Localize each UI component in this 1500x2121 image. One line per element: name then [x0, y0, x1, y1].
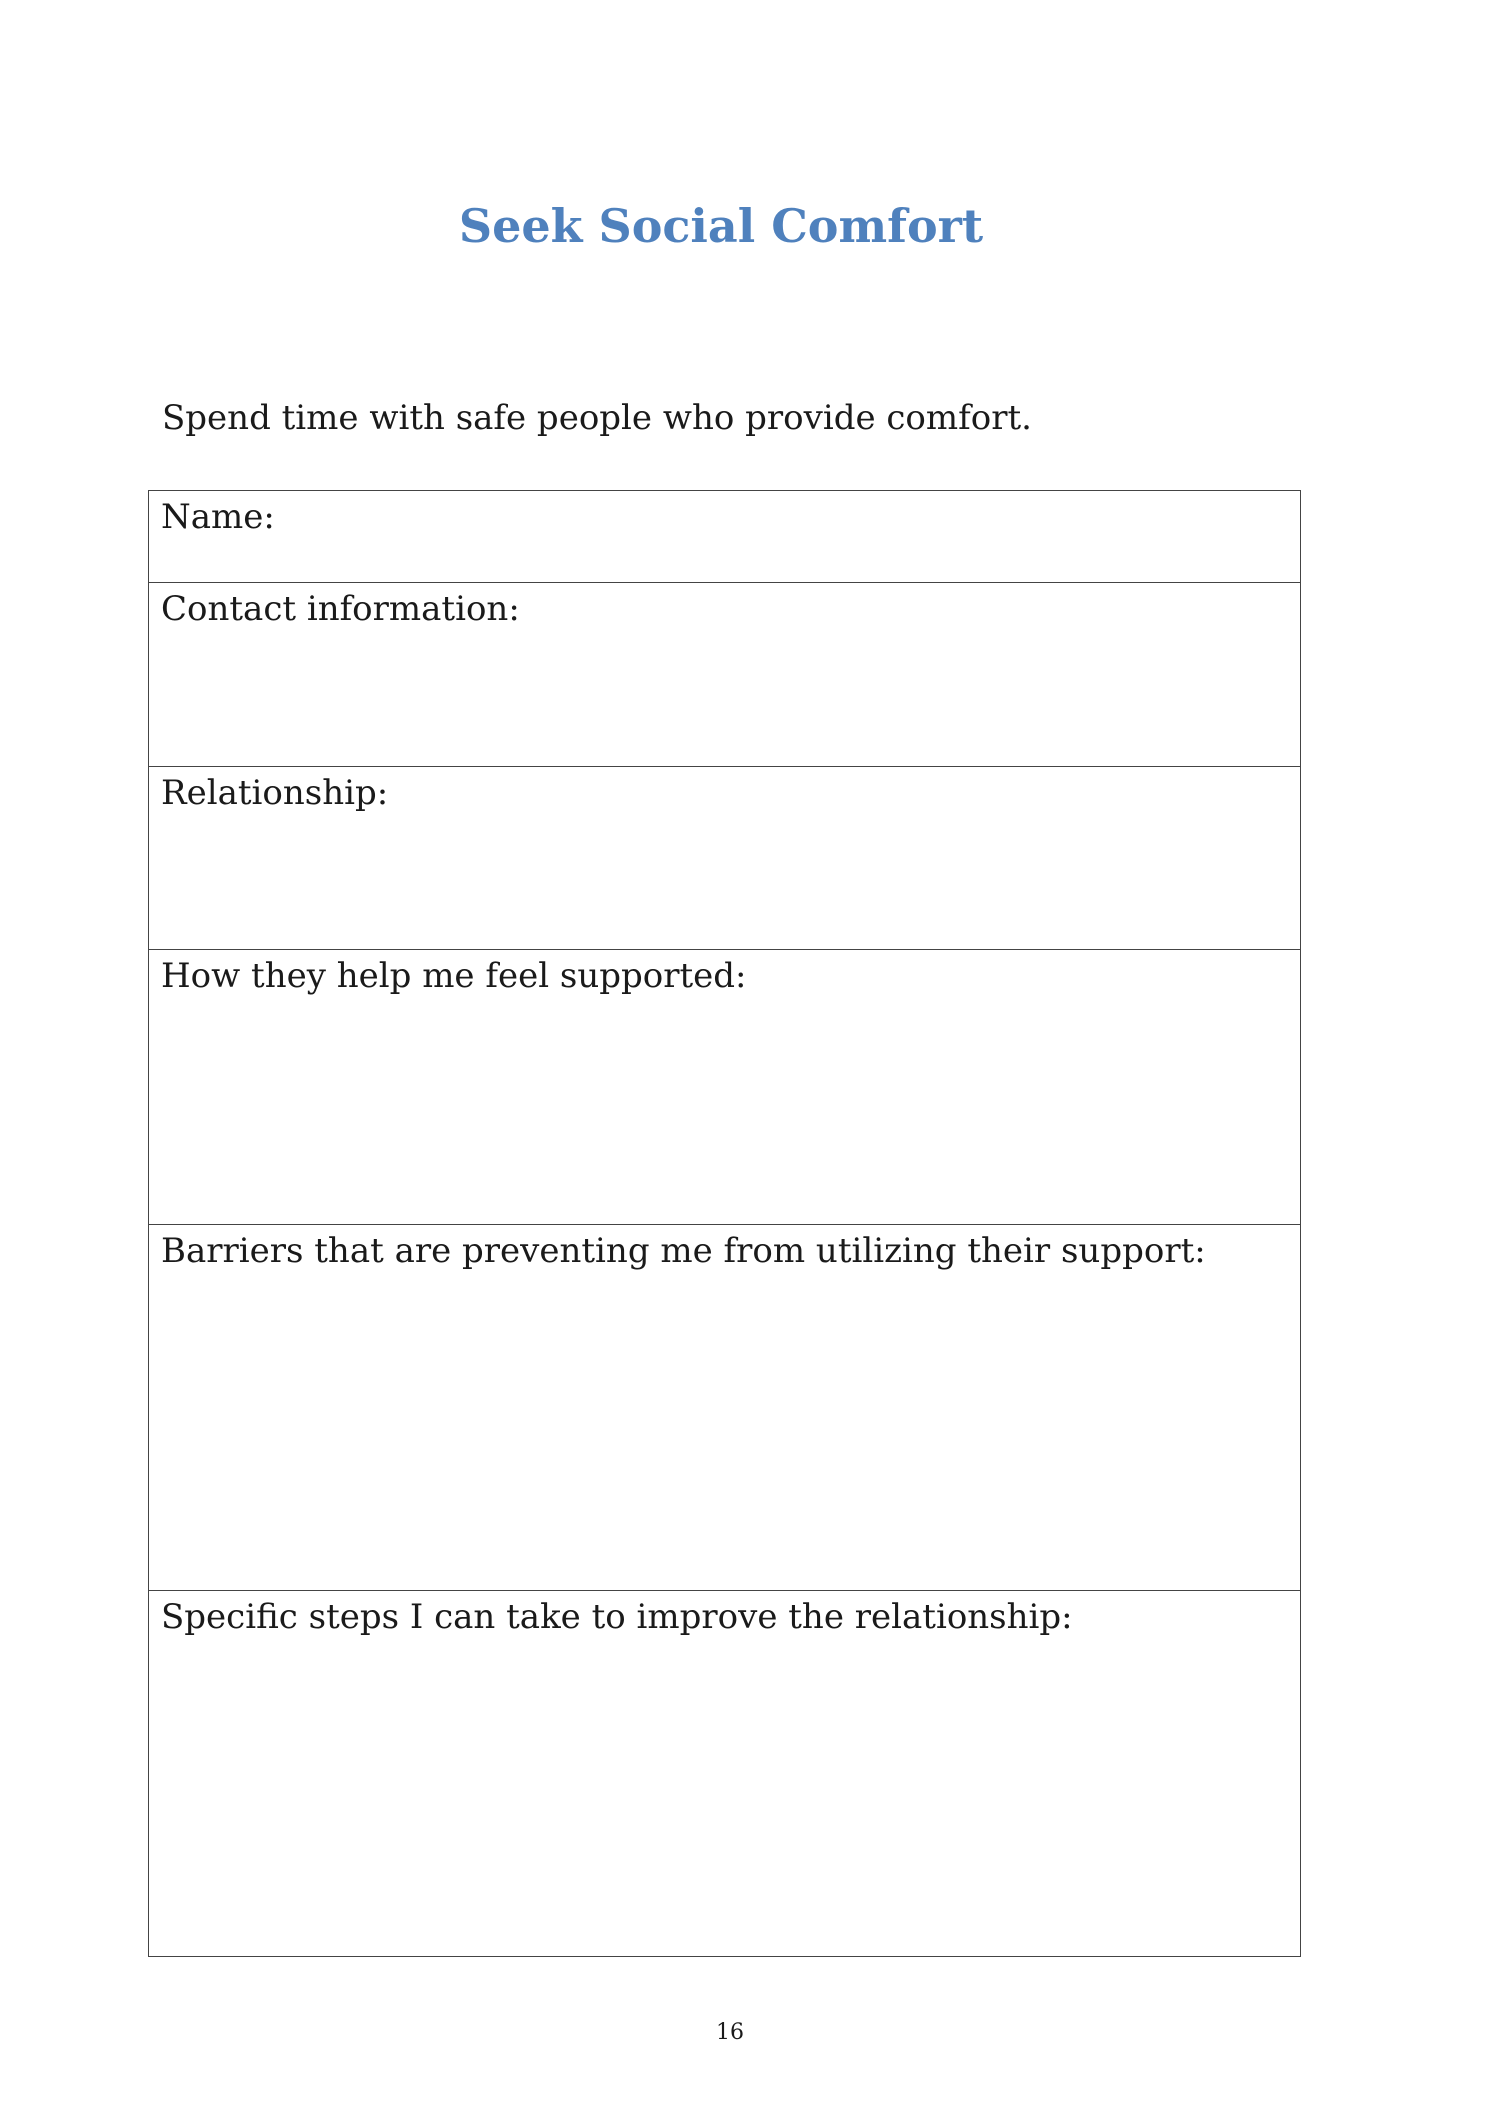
- table-row: [149, 1591, 1301, 1957]
- name-field[interactable]: [149, 491, 1301, 583]
- table-row: [149, 950, 1301, 1225]
- improvement-steps-field[interactable]: [149, 1591, 1301, 1957]
- relationship-field[interactable]: [149, 767, 1301, 950]
- table-row: [149, 1225, 1301, 1591]
- relationship-label: Relationship:: [161, 773, 389, 813]
- support-description-label: How they help me feel supported:: [161, 956, 747, 996]
- barriers-label: Barriers that are preventing me from utilizing their support:: [161, 1231, 1206, 1271]
- improvement-steps-label: Specific steps I can take to improve the relationship:: [161, 1597, 1073, 1637]
- support-description-field[interactable]: [149, 950, 1301, 1225]
- intro-text: Spend time with safe people who provide comfort.: [162, 398, 1032, 438]
- barriers-field[interactable]: [149, 1225, 1301, 1591]
- table-row: [149, 583, 1301, 767]
- table-row: [149, 491, 1301, 583]
- page-number: 16: [716, 2020, 744, 2045]
- table-row: [149, 767, 1301, 950]
- worksheet-table: [148, 490, 1301, 1957]
- page-title: Seek Social Comfort: [458, 199, 984, 253]
- contact-information-label: Contact information:: [161, 589, 520, 629]
- name-label: Name:: [161, 497, 275, 537]
- contact-information-field[interactable]: [149, 583, 1301, 767]
